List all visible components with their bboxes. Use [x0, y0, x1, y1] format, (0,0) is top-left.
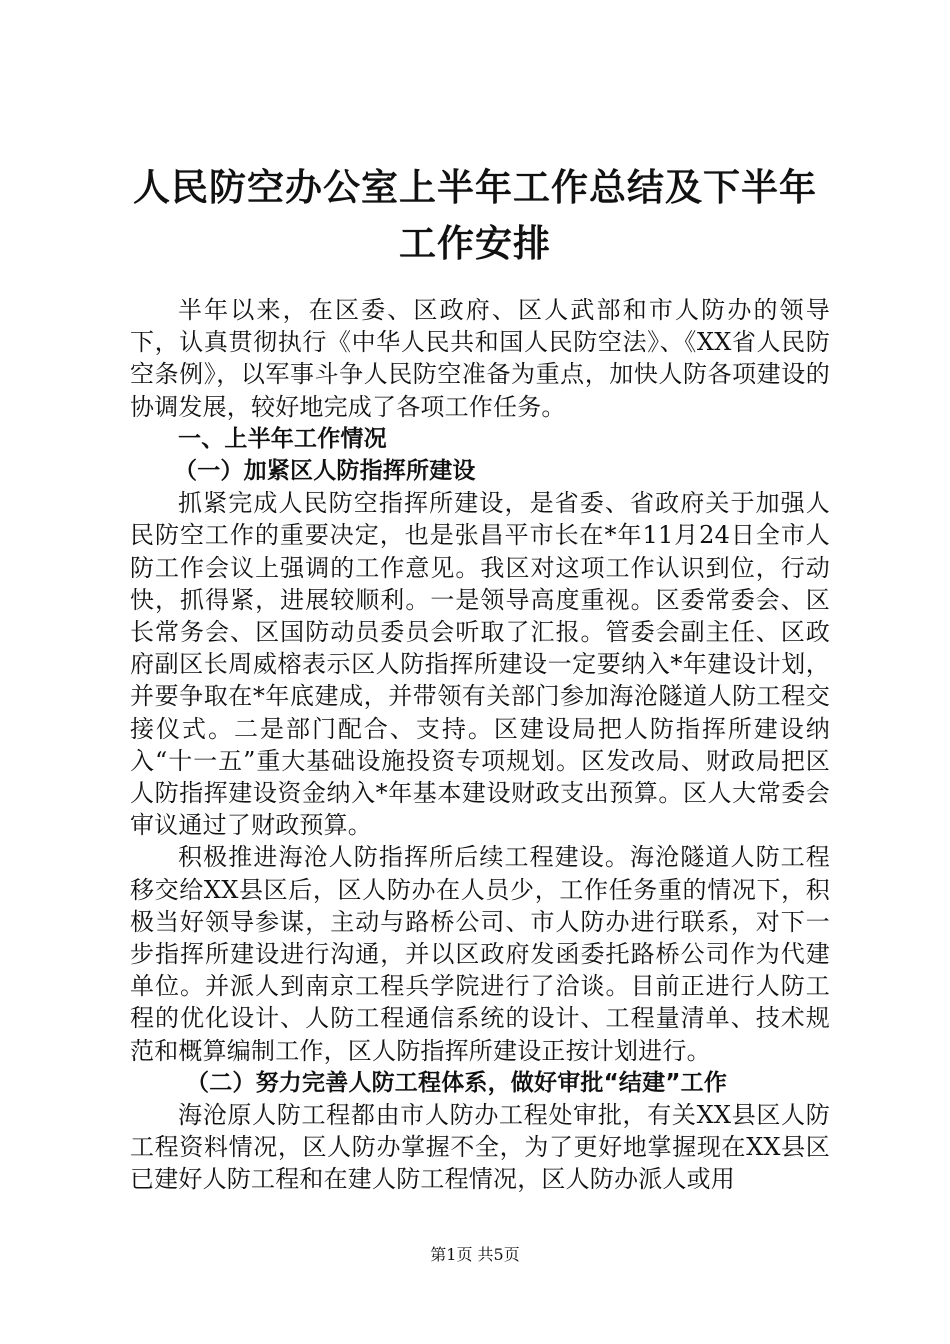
body-paragraph: 积极推进海沧人防指挥所后续工程建设。海沧隧道人防工程移交给XX县区后，区人防办在人员少，工作任务重的情况下，积极当好领导参谋，主动与路桥公司、市人防办进行联系，对下一步指挥所建设进行沟通，并以区政府发函委托路桥公司作为代建单位。并派人到南京工程兵学院进行了洽谈。目前正进行人防工程的优化设计、人防工程通信系统的设计、工程量清单、技术规范和概算编制工作，区人防指挥所建设正按计划进行。	[130, 843, 830, 1065]
document-title: 人民防空办公室上半年工作总结及下半年工作安排	[133, 166, 817, 265]
body-paragraph: 抓紧完成人民防空指挥所建设，是省委、省政府关于加强人民防空工作的重要决定，也是张昌平市长在*年11月24日全市人防工作会议上强调的工作意见。我区对这项工作认识到位，行动快，抓得紧，进展较顺利。一是领导高度重视。区委常委会、区长常务会、区国防动员委员会听取了汇报。管委会副主任、区政府副区长周威榕表示区人防指挥所建设一定要纳入*年建设计划，并要争取在*年底建成，并带领有关部门参加海沧隧道人防工程交接仪式。二是部门配合、支持。区建设局把人防指挥所建设纳入“十一五”重大基础设施投资专项规划。区发改局、财政局把区人防指挥建设资金纳入*年基本建设财政支出预算。区人大常委会审议通过了财政预算。	[130, 489, 830, 840]
body-paragraph: 海沧原人防工程都由市人防办工程处审批，有关XX县区人防工程资料情况，区人防办掌握不全，为了更好地掌握现在XX县区已建好人防工程和在建人防工程情况，区人防办派人或用	[130, 1101, 830, 1194]
subsection-heading-1: （一）加紧区人防指挥所建设	[174, 458, 476, 485]
section-heading-1: 一、上半年工作情况	[178, 425, 387, 452]
intro-paragraph: 半年以来，在区委、区政府、区人武部和市人防办的领导下，认真贯彻执行《中华人民共和国人民防空法》、《XX省人民防空条例》，以军事斗争人民防空准备为重点，加快人防各项建设的协调发展，较好地完成了各项工作任务。	[130, 296, 830, 421]
page-footer: 第1页 共5页	[430, 1245, 520, 1264]
document-body	[130, 294, 830, 1196]
subsection-heading-2: （二）努力完善人防工程体系，做好审批“结建”工作	[186, 1069, 728, 1096]
